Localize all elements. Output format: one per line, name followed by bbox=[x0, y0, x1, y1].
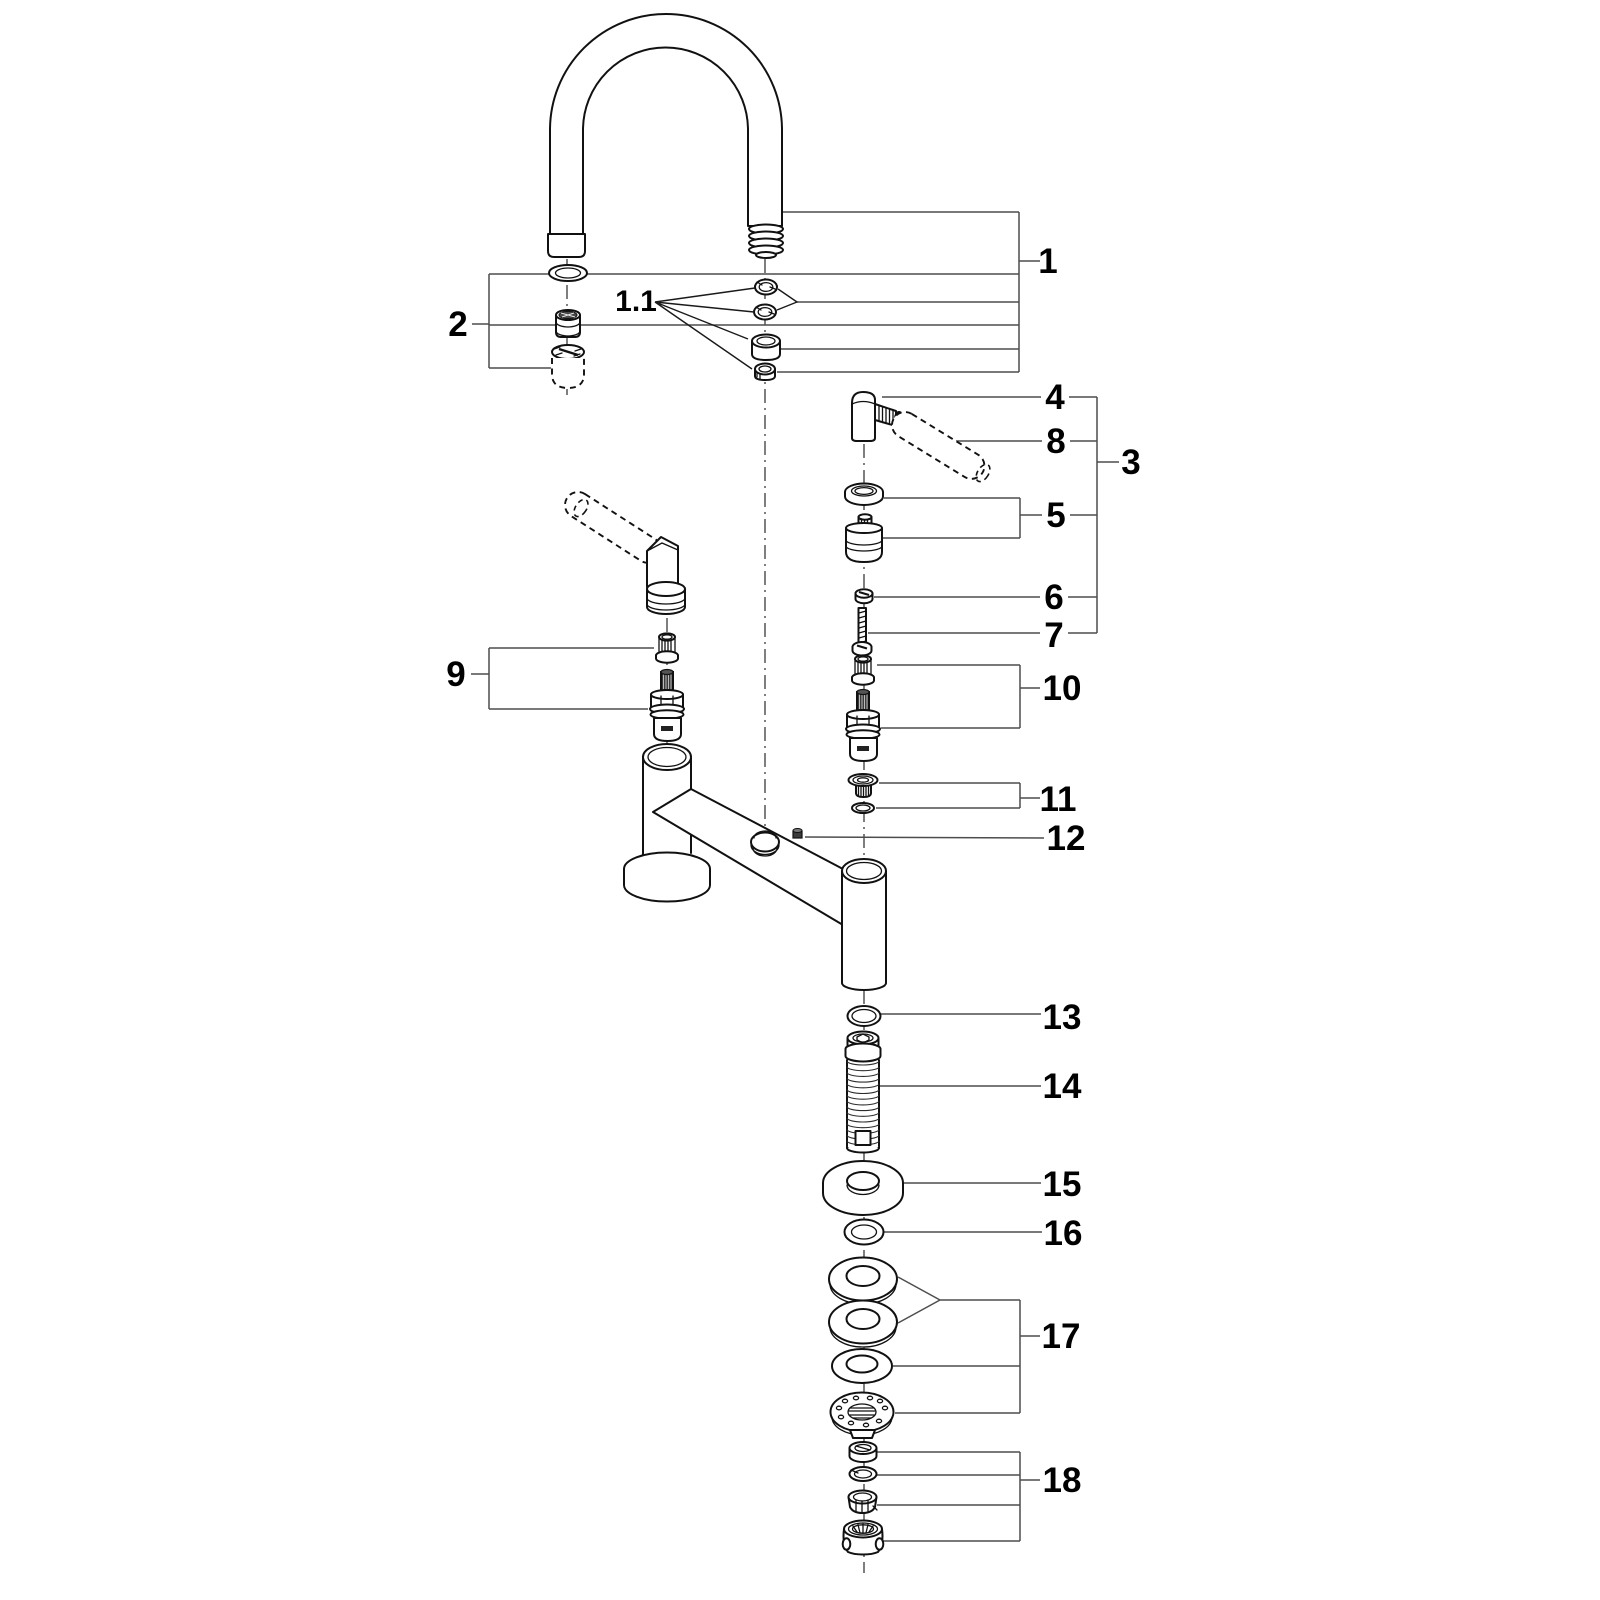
callout-11: 11 bbox=[1039, 780, 1077, 819]
callout-15: 15 bbox=[1042, 1165, 1082, 1204]
spout-oring-top bbox=[755, 280, 777, 295]
callout-4: 4 bbox=[1045, 378, 1065, 417]
callout-8: 8 bbox=[1046, 422, 1066, 461]
oring-13 bbox=[848, 1006, 881, 1026]
callout-16: 16 bbox=[1043, 1214, 1083, 1253]
callout-17: 17 bbox=[1041, 1317, 1081, 1356]
threaded-shank-14 bbox=[846, 1032, 881, 1153]
handle-washer-6 bbox=[856, 589, 873, 603]
callout-18: 18 bbox=[1042, 1461, 1082, 1500]
callout-1: 1 bbox=[1038, 242, 1058, 281]
callout-14: 14 bbox=[1042, 1067, 1082, 1106]
spout-inlet-hole bbox=[751, 831, 779, 856]
flat-washer-17b bbox=[829, 1301, 897, 1348]
handle-hub-left bbox=[647, 582, 685, 614]
callout-9: 9 bbox=[446, 655, 466, 694]
faucet-body bbox=[624, 744, 886, 990]
escutcheon-trim-ring bbox=[845, 484, 883, 506]
valve-cartridge-left bbox=[650, 670, 684, 742]
callout-10: 10 bbox=[1042, 669, 1082, 708]
hose-washer-18b bbox=[850, 1467, 877, 1481]
set-screw-12 bbox=[793, 829, 802, 839]
aerator-housing bbox=[552, 345, 584, 388]
spout-thread-rings bbox=[749, 225, 783, 259]
spout-seal-ring bbox=[549, 265, 587, 281]
strainer-17d bbox=[831, 1393, 894, 1439]
hose-nut-18d bbox=[843, 1521, 884, 1555]
callout-6: 6 bbox=[1044, 578, 1064, 617]
callout-3: 3 bbox=[1121, 443, 1141, 482]
gland-washer-11 bbox=[852, 803, 874, 813]
handle-adapter-left bbox=[656, 633, 678, 662]
valve-cartridge-right bbox=[846, 690, 880, 762]
spout bbox=[548, 14, 783, 258]
spout-bearing-cup bbox=[752, 335, 780, 361]
callout-2: 2 bbox=[448, 305, 468, 344]
assembly-axes bbox=[567, 259, 864, 1573]
escutcheon-base bbox=[846, 514, 882, 562]
flat-washer-17a bbox=[829, 1258, 897, 1305]
handle-screw-7 bbox=[853, 608, 872, 656]
flat-washer-17c bbox=[832, 1349, 892, 1383]
callout-1-1: 1.1 bbox=[615, 285, 657, 318]
ring-16 bbox=[845, 1220, 884, 1245]
aerator-insert bbox=[556, 310, 580, 337]
handle-adapter-right bbox=[852, 655, 874, 684]
washer-plate-15 bbox=[823, 1161, 903, 1215]
left-column-base bbox=[624, 853, 710, 902]
callout-12: 12 bbox=[1046, 819, 1086, 858]
hose-collet-18c bbox=[849, 1491, 878, 1514]
spout-left-collar bbox=[548, 234, 585, 257]
callout-5: 5 bbox=[1046, 496, 1066, 535]
callout-7: 7 bbox=[1044, 616, 1064, 655]
spout-ring-nut bbox=[755, 364, 775, 381]
callout-13: 13 bbox=[1042, 998, 1082, 1037]
gland-bushing-11 bbox=[849, 774, 878, 797]
handle-lever-right bbox=[887, 407, 993, 484]
right-column bbox=[842, 859, 886, 990]
hose-ring-18a bbox=[850, 1442, 877, 1462]
spout-oring-second bbox=[754, 305, 776, 320]
